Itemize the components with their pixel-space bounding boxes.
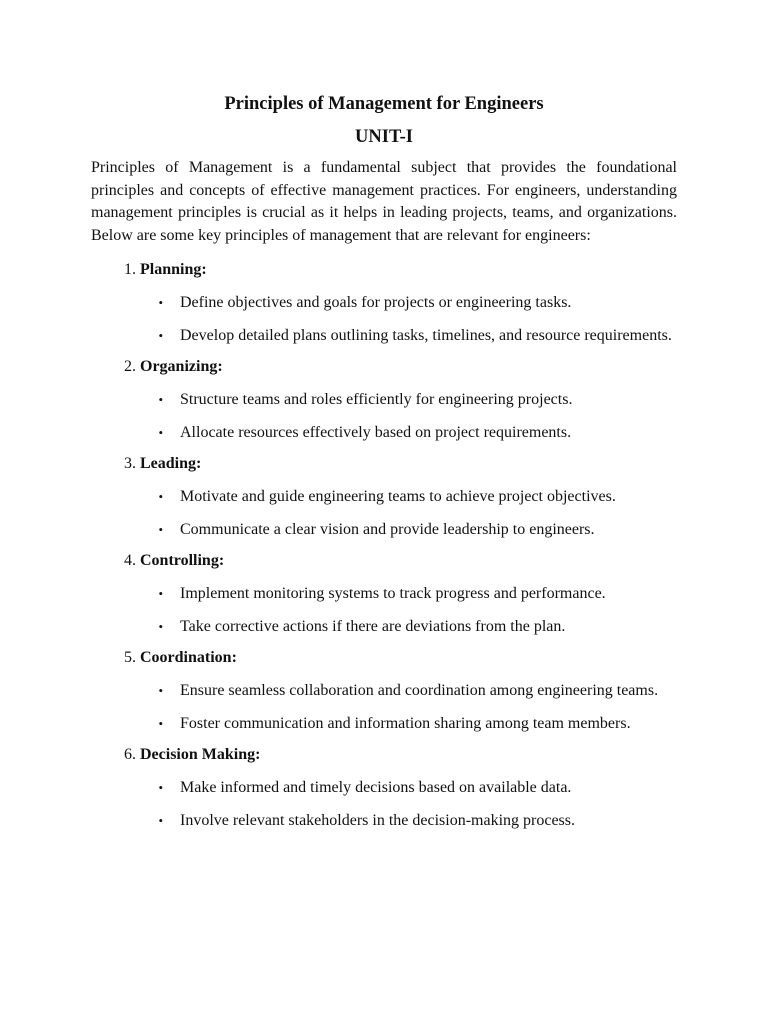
bullet-point [91,583,677,605]
principle-item [91,259,677,347]
bullet-text: Allocate resources effectively based on project requirements. [180,424,572,442]
bullet-point [91,389,677,411]
bullet-point [91,486,677,508]
bullet-point [91,810,677,832]
bullet-point [91,325,677,347]
bullet-icon: • [158,392,163,408]
principle-name: Organizing: [140,358,223,376]
bullet-text: Ensure seamless collaboration and coordination among engineering teams. [180,682,659,700]
bullet-icon: • [158,328,163,344]
bullet-text: Take corrective actions if there are deviations from the plan. [180,618,566,636]
bullet-point [91,680,677,702]
bullet-icon: • [158,780,163,796]
unit-heading: UNIT-I [355,127,413,147]
principle-number: 6. [124,746,136,764]
principle-name: Planning: [140,261,207,279]
bullet-icon: • [158,813,163,829]
principle-item [91,453,677,541]
principle-item [91,550,677,638]
principle-number: 3. [124,455,136,473]
principle-points [91,292,677,347]
bullet-icon: • [158,683,163,699]
principle-heading [91,744,677,766]
principle-name: Coordination: [140,649,237,667]
bullet-point [91,422,677,444]
principle-number: 4. [124,552,136,570]
principle-points [91,583,677,638]
bullet-point [91,777,677,799]
principle-heading [91,647,677,669]
principle-heading [91,453,677,475]
principle-name: Leading: [140,455,202,473]
bullet-text: Motivate and guide engineering teams to achieve project objectives. [180,488,616,506]
principle-number: 5. [124,649,136,667]
bullet-text: Implement monitoring systems to track progress and performance. [180,585,606,603]
document-page [91,92,677,841]
bullet-text: Foster communication and information sharing among team members. [180,715,631,733]
bullet-point [91,519,677,541]
bullet-point [91,292,677,314]
principle-points [91,389,677,444]
bullet-icon: • [158,586,163,602]
principle-number: 2. [124,358,136,376]
principle-heading [91,356,677,378]
bullet-point [91,616,677,638]
document-title: Principles of Management for Engineers [224,94,544,114]
bullet-icon: • [158,489,163,505]
principle-points [91,486,677,541]
principle-name: Controlling: [140,552,225,570]
principle-heading [91,550,677,572]
principle-item [91,647,677,735]
bullet-point [91,713,677,735]
bullet-icon: • [158,295,163,311]
bullet-text: Structure teams and roles efficiently for engineering projects. [180,391,573,409]
principle-item [91,356,677,444]
principle-points [91,680,677,735]
bullet-text: Define objectives and goals for projects or engineering tasks. [180,294,572,312]
intro-paragraph: Principles of Management is a fundamental subject that provides the foundational principles and concepts of effective management practices. For engineers, understanding management principles is crucial as it helps in leading projects, teams, and organizations. Below are some key principles of management that are relevant for engineers: [91,159,677,244]
bullet-icon: • [158,716,163,732]
principle-points [91,777,677,832]
principle-name: Decision Making: [140,746,261,764]
principle-heading [91,259,677,281]
principle-item [91,744,677,832]
bullet-text: Involve relevant stakeholders in the decision-making process. [180,812,575,830]
bullet-text: Communicate a clear vision and provide leadership to engineers. [180,521,595,539]
bullet-icon: • [158,522,163,538]
bullet-text: Develop detailed plans outlining tasks, timelines, and resource requirements. [180,327,672,345]
principles-list [91,259,677,832]
bullet-text: Make informed and timely decisions based on available data. [180,779,572,797]
principle-number: 1. [124,261,136,279]
bullet-icon: • [158,425,163,441]
bullet-icon: • [158,619,163,635]
